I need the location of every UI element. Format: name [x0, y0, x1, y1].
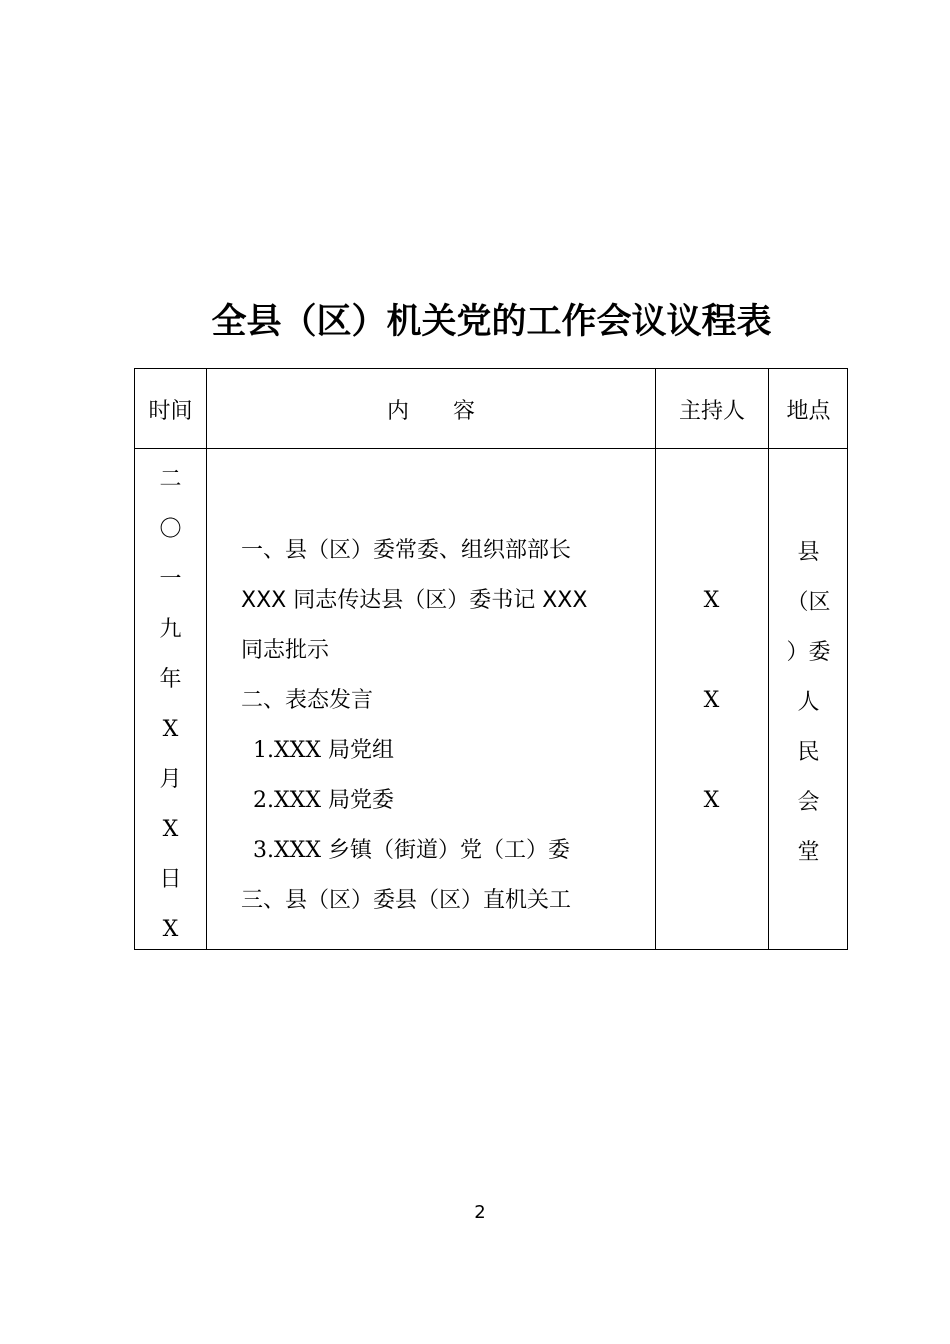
place-char: 会 [797, 790, 820, 815]
page-number: 2 [474, 1202, 486, 1223]
content-line: 3.XXX 乡镇（街道）党（工）委 [253, 838, 570, 863]
header-host: 主持人 [678, 398, 745, 424]
time-char: 一 [159, 567, 182, 592]
time-char: 二 [159, 467, 182, 492]
content-line: 一、县（区）委常委、组织部部长 [241, 538, 572, 563]
content-line: 二、表态发言 [241, 688, 374, 713]
place-char: 堂 [797, 840, 820, 865]
time-char: 年 [159, 667, 182, 692]
host-entry: X [703, 688, 720, 713]
place-char: 人 [797, 690, 820, 715]
content-line: 1.XXX 局党组 [253, 738, 394, 763]
time-char: 〇 [159, 517, 182, 542]
time-char: X [162, 817, 179, 842]
content-line: 同志批示 [241, 638, 330, 663]
agenda-table [134, 368, 848, 950]
content-line: 三、县（区）委县（区）直机关工 [241, 888, 572, 913]
host-entry: X [703, 588, 720, 613]
place-cell [769, 528, 848, 878]
time-char: 日 [159, 867, 182, 892]
header-time: 时间 [148, 398, 193, 424]
time-char: 九 [159, 617, 182, 642]
content-line: 2.XXX 局党委 [253, 788, 394, 813]
content-line: XXX 同志传达县（区）委书记 XXX [241, 588, 588, 613]
place-char: （区 [786, 590, 831, 615]
time-cell [135, 455, 206, 955]
col-divider [655, 369, 656, 949]
place-char: 县 [797, 540, 820, 565]
header-content: 内 容 [386, 398, 475, 424]
host-entry: X [703, 788, 720, 813]
col-divider [206, 369, 207, 949]
time-char: X [162, 917, 179, 942]
time-char: 月 [159, 767, 182, 792]
place-char: 民 [797, 740, 820, 765]
page-title: 全县（区）机关党的工作会议议程表 [211, 301, 772, 342]
time-char: X [162, 717, 179, 742]
place-char: ）委 [786, 640, 831, 665]
content-cell [241, 526, 651, 926]
header-place: 地点 [786, 398, 831, 424]
